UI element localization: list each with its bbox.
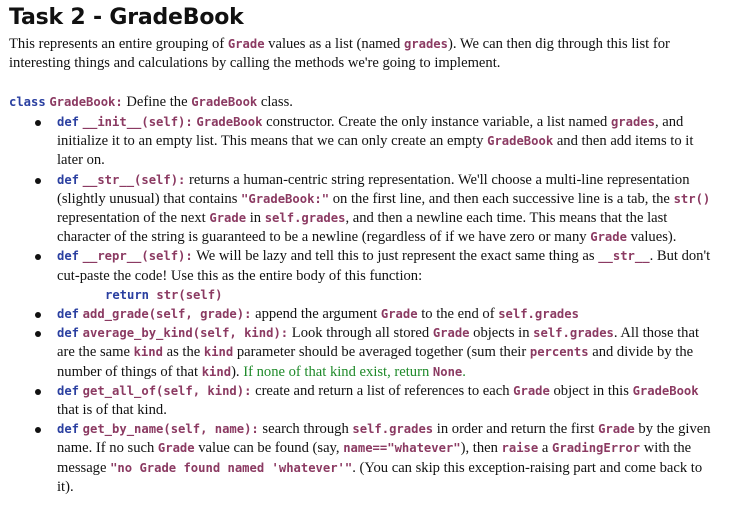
intro-text: values as a list (named bbox=[264, 36, 404, 52]
description-text: to the end of bbox=[417, 306, 499, 323]
description-text: objects in bbox=[469, 325, 534, 342]
inline-code: Grade bbox=[598, 422, 635, 437]
method-item bbox=[0, 113, 717, 171]
class-name: GradeBook: bbox=[49, 95, 123, 109]
description-text: in order and return the first bbox=[433, 421, 599, 438]
description-text: , and initialize it to an empty list. This means that we can only create an empty bbox=[57, 114, 684, 150]
description-text: representation of the next bbox=[57, 210, 210, 227]
inline-code: GradeBook bbox=[632, 383, 699, 398]
inline-code: self.grades bbox=[498, 307, 579, 322]
intro-code: Grade bbox=[227, 37, 265, 51]
method-item bbox=[0, 247, 717, 305]
return-keyword: return bbox=[105, 287, 150, 302]
inline-code: Grade bbox=[209, 211, 247, 226]
description-text: and divide by the number of things of that bbox=[57, 344, 694, 380]
description-text: as the bbox=[162, 344, 204, 361]
method-signature: get_by_name(self, name): bbox=[82, 422, 259, 437]
description-text: by the given name. If no such bbox=[57, 421, 711, 457]
description-text: constructor. Create the only instance variable, a list named bbox=[262, 114, 611, 130]
description-text: on the first line, and then each successive line is a tab, the bbox=[329, 190, 674, 207]
inline-code: __str__ bbox=[598, 249, 650, 264]
description-text: append the argument bbox=[251, 306, 381, 323]
inline-code: percents bbox=[529, 345, 589, 360]
def-keyword: def bbox=[57, 249, 80, 264]
description-text: object in this bbox=[549, 382, 633, 399]
highlighted-text: . bbox=[462, 363, 466, 380]
class-definition-line bbox=[9, 93, 729, 112]
inline-code: "GradeBook:" bbox=[241, 191, 330, 206]
method-item bbox=[0, 382, 717, 420]
code-example bbox=[57, 286, 717, 305]
description-text: . (You can skip this exception-raising part and come back to it). bbox=[57, 459, 703, 495]
inline-code: name=="whatever" bbox=[343, 441, 461, 456]
description-text: We will be lazy and tell this to just represent the exact same thing as bbox=[192, 248, 599, 265]
inline-code: raise bbox=[501, 441, 539, 456]
description-text: ). bbox=[231, 363, 244, 380]
return-expression: str(self) bbox=[149, 287, 223, 302]
description-text: create and return a list of references to each bbox=[251, 382, 514, 399]
inline-code: Grade bbox=[513, 383, 550, 398]
method-signature: add_grade(self, grade): bbox=[82, 307, 252, 322]
inline-code: Grade bbox=[432, 326, 470, 341]
description-text: that is of that kind. bbox=[57, 402, 167, 419]
description-text: ), then bbox=[460, 440, 502, 457]
method-signature: __repr__(self): bbox=[82, 249, 193, 264]
inline-code: str() bbox=[673, 191, 711, 206]
method-signature: __str__(self): bbox=[82, 172, 186, 187]
method-item bbox=[0, 324, 717, 382]
inline-code: Grade bbox=[380, 307, 418, 322]
inline-code: GradingError bbox=[552, 441, 641, 456]
def-keyword: def bbox=[57, 115, 80, 129]
def-keyword: def bbox=[57, 422, 80, 437]
description-text: values). bbox=[626, 229, 677, 246]
inline-code: kind bbox=[201, 364, 232, 379]
description-text: . All those that are the same bbox=[57, 325, 700, 361]
intro-text: ). We can then dig through this list for interesting things and calculations by calling the methods we're going to implement. bbox=[9, 36, 670, 72]
intro-paragraph bbox=[9, 35, 729, 73]
inline-code: self.grades bbox=[264, 211, 346, 226]
class-line-text: Define the bbox=[122, 94, 192, 110]
intro-text: This represents an entire grouping of bbox=[9, 36, 228, 52]
method-item bbox=[0, 420, 717, 497]
description-text: . But don't cut-paste the code! Use this as the entire body of this function: bbox=[57, 248, 711, 284]
inline-code: self.grades bbox=[352, 422, 434, 437]
def-keyword: def bbox=[57, 326, 80, 341]
inline-code: Grade bbox=[157, 441, 195, 456]
description-text: in bbox=[246, 210, 265, 227]
description-text: and then add items to it later on. bbox=[57, 133, 694, 169]
description-text: value can be found (say, bbox=[194, 440, 344, 457]
def-keyword: def bbox=[57, 172, 80, 187]
inline-code: Grade bbox=[590, 230, 627, 245]
method-signature: average_by_kind(self, kind): bbox=[82, 326, 289, 341]
description-text: returns a human-centric string representation. We'll choose a multi-line representation (slightly unusual) that contains bbox=[57, 171, 690, 207]
highlighted-text: If none of that kind exist, return bbox=[243, 363, 433, 380]
intro-code: grades bbox=[403, 37, 448, 51]
description-text: parameter should be averaged together (sum their bbox=[233, 344, 530, 361]
description-text: , and then a newline each time. This means that the last character of the string is guaranteed to be a newline (regardless of if we have zero or many bbox=[57, 210, 668, 246]
description-text: a bbox=[538, 440, 553, 457]
inline-code: kind bbox=[203, 345, 234, 360]
method-signature: __init__(self): bbox=[82, 115, 193, 129]
def-keyword: def bbox=[57, 307, 80, 322]
description-text: Look through all stored bbox=[288, 325, 433, 342]
description-text: search through bbox=[258, 421, 353, 438]
inline-code: None bbox=[432, 364, 463, 379]
inline-code: self.grades bbox=[533, 326, 614, 341]
method-signature: get_all_of(self, kind): bbox=[82, 383, 252, 398]
description-text: with the message bbox=[57, 440, 692, 476]
inline-code: kind bbox=[133, 345, 163, 360]
method-item bbox=[0, 171, 717, 248]
inline-code: GradeBook bbox=[196, 115, 263, 129]
class-line-code: GradeBook bbox=[191, 95, 258, 109]
inline-code: "no Grade found named 'whatever'" bbox=[110, 460, 353, 475]
class-line-text: class. bbox=[257, 94, 293, 110]
method-item bbox=[0, 305, 717, 324]
def-keyword: def bbox=[57, 383, 80, 398]
page-title: Task 2 - GradeBook bbox=[9, 5, 244, 30]
method-list bbox=[0, 113, 735, 497]
class-keyword: class bbox=[9, 95, 46, 109]
inline-code: grades bbox=[610, 115, 655, 129]
inline-code: GradeBook bbox=[487, 134, 554, 149]
